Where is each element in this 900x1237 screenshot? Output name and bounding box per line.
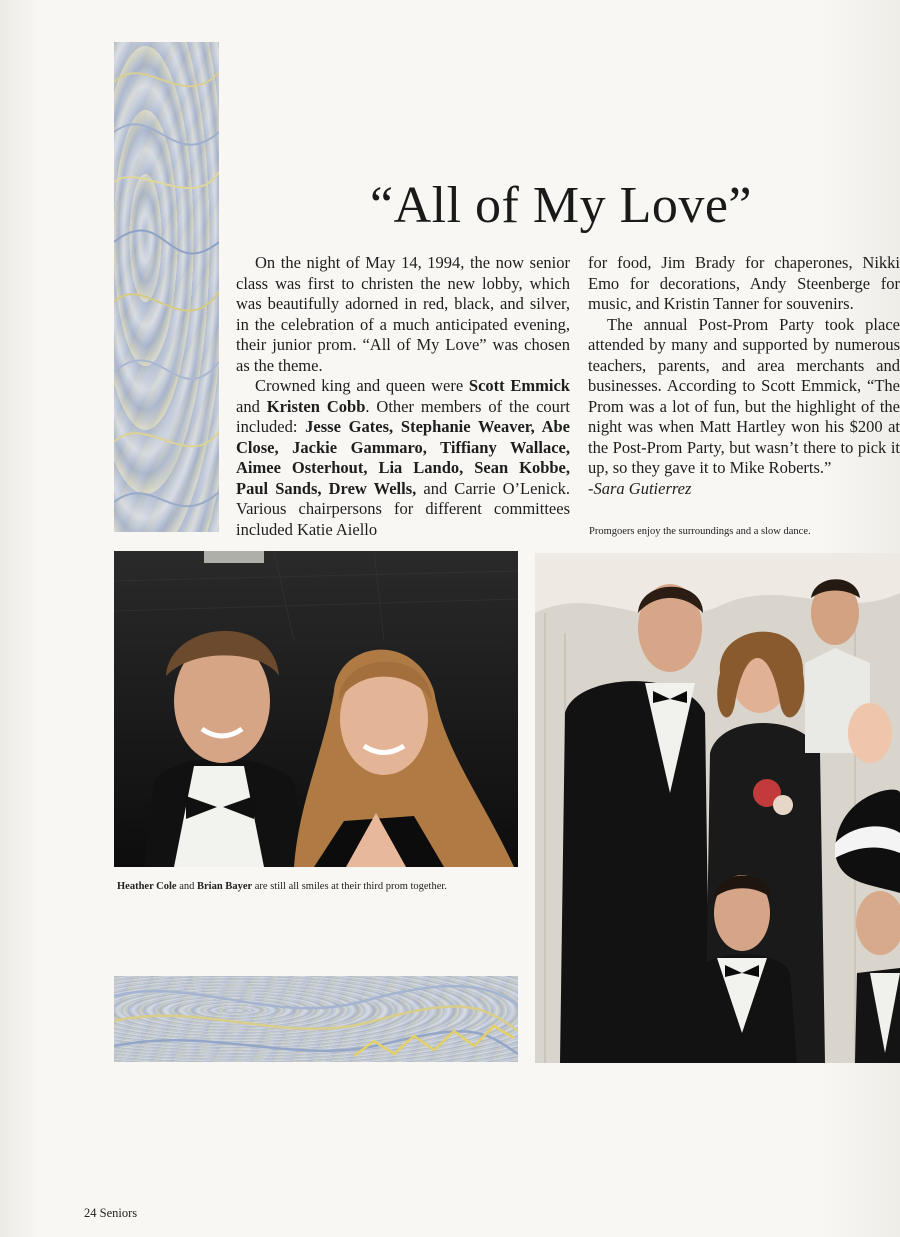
marble-swirl-graphic <box>114 42 219 532</box>
couple-photo <box>114 551 518 867</box>
article-column-left <box>236 253 570 540</box>
queen-name: Kristen Cobb <box>266 396 366 416</box>
article-paragraph: for food, Jim Brady for chaperones, Nikki Emo for decorations, Andy Steenberge for music, and Kristin Tanner for souvenirs. <box>588 253 900 313</box>
page-number-folio: 24 Seniors <box>84 1206 138 1220</box>
article-paragraph: On the night of May 14, 1994, the now senior class was first to christen the new lobby, which was beautifully adorned in red, black, and silver, in the celebration of a much anticipated evening, their junior prom. “All of My Love” was chosen as the theme. <box>236 253 570 375</box>
marble-swirl-graphic <box>114 976 518 1062</box>
article-title: “All of My Love” <box>370 177 753 234</box>
byline: -Sara Gutierrez <box>588 478 692 498</box>
photo-caption-left: Heather Cole and Brian Bayer are still all smiles at their third prom together. <box>117 881 447 892</box>
court-names: Jesse Gates, Stephanie Weaver, Abe Close, Jackie Gammaro, Tiffiany Wallace, Aimee Osterhout, Lia Lando, Sean Kobbe, Paul Sands, Drew Wells, <box>236 417 570 498</box>
marbled-paper-panel <box>114 42 219 532</box>
caption-name: Brian Bayer <box>197 881 253 892</box>
group-photo-graphic <box>535 553 900 1063</box>
article-paragraph: The annual Post-Prom Party took place attended by many and supported by numerous teachers, parents, and area merchants and businesses. According to Scott Emmick, “The Prom was a lot of fun, but the highlight of the night was when Matt Hartley won his $200 at the Post-Prom Party, but wasn’t there to pick it up, so they gave it to Mike Roberts.” <box>588 314 900 477</box>
article-column-right <box>588 253 900 503</box>
article-paragraph: Crowned king and queen were Scott Emmick and Kristen Cobb. Other members of the court included: Jesse Gates, Stephanie Weaver, Abe Close, Jackie Gammaro, Tiffiany Wallace, Aimee Osterhout, Lia Lando, Sean Kobbe, Paul Sands, Drew Wells, and Carrie O’Lenick. Various chairpersons for different committees included Katie Aiello <box>236 376 570 539</box>
caption-name: Heather Cole <box>117 881 177 892</box>
group-photo <box>535 553 900 1063</box>
marbled-paper-strip <box>114 976 518 1062</box>
king-name: Scott Emmick <box>468 376 570 395</box>
photo-caption-right: Promgoers enjoy the surroundings and a slow dance. <box>589 526 811 537</box>
couple-photo-graphic <box>114 551 518 867</box>
